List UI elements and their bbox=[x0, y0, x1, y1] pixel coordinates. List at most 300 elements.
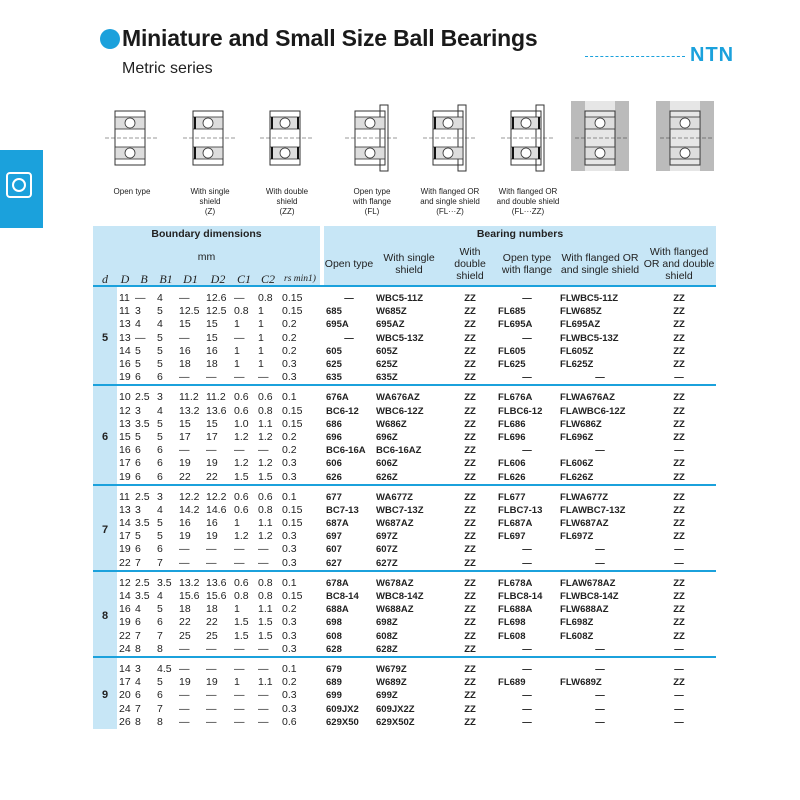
bearing-number-cell: FLWA676AZ bbox=[560, 392, 615, 404]
title-bullet-icon bbox=[100, 29, 120, 49]
bearing-number-cell: FL697 bbox=[498, 531, 526, 543]
bearing-number-cell: ZZ bbox=[464, 663, 476, 675]
dimension-cell: 22 bbox=[119, 629, 131, 642]
bearing-number-cell: 606Z bbox=[376, 458, 398, 470]
bearing-number-cell: — bbox=[595, 703, 605, 715]
dimension-cell: 1 bbox=[258, 358, 264, 371]
bearing-number-cell: ZZ bbox=[673, 405, 685, 417]
dimension-cell: 15.6 bbox=[206, 590, 227, 603]
bearing-number-cell: ZZ bbox=[464, 445, 476, 457]
bearing-number-cell: FL695A bbox=[498, 319, 533, 331]
bearing-number-cell: ZZ bbox=[464, 716, 476, 728]
dimension-cell: 2.5 bbox=[135, 576, 150, 589]
bearing-number-cell: 689 bbox=[326, 677, 342, 689]
dimension-cell: 1.2 bbox=[258, 430, 273, 443]
bearing-number-cell: FLW685Z bbox=[560, 306, 602, 318]
dimension-cell: — bbox=[206, 642, 217, 655]
bearing-number-cell: FL606 bbox=[498, 458, 526, 470]
dimension-cell: 0.8 bbox=[234, 590, 249, 603]
bearing-number-cell: FL625 bbox=[498, 359, 526, 371]
table-row bbox=[93, 517, 716, 530]
bearing-number-cell: FL697Z bbox=[560, 531, 594, 543]
dimension-cell: 0.6 bbox=[258, 391, 273, 404]
bearing-number-cell: ZZ bbox=[464, 392, 476, 404]
dimension-cell: — bbox=[179, 689, 190, 702]
bearing-number-cell: 625 bbox=[326, 359, 342, 371]
bearing-number-cell: 608 bbox=[326, 630, 342, 642]
dimension-cell: 14 bbox=[119, 590, 131, 603]
dimension-cell: 13 bbox=[119, 417, 131, 430]
bearing-number-cell: 685 bbox=[326, 306, 342, 318]
bearing-number-cell: 698 bbox=[326, 617, 342, 629]
bearing-number-cell: 625Z bbox=[376, 359, 398, 371]
dimension-cell: 5 bbox=[157, 344, 163, 357]
dimension-cell: 1 bbox=[234, 603, 240, 616]
table-row bbox=[93, 470, 716, 484]
dimension-cell: — bbox=[206, 556, 217, 569]
dimension-cell: 4 bbox=[157, 404, 163, 417]
bearing-number-cell: ZZ bbox=[464, 703, 476, 715]
bearing-number-cell: FL608Z bbox=[560, 630, 594, 642]
dimension-cell: 13.6 bbox=[206, 404, 227, 417]
dimension-cell: 0.3 bbox=[282, 470, 297, 483]
dimension-cell: 6 bbox=[157, 470, 163, 483]
page-header bbox=[0, 0, 800, 90]
bearing-number-cell: — bbox=[522, 544, 532, 556]
table-row bbox=[93, 630, 716, 643]
dimension-cell: — bbox=[179, 444, 190, 457]
bearing-number-cell: — bbox=[595, 690, 605, 702]
dimension-cell: 17 bbox=[119, 676, 131, 689]
table-row bbox=[93, 716, 716, 729]
dimension-cell: 7 bbox=[157, 556, 163, 569]
bearing-number-cell: WBC5-11Z bbox=[376, 293, 423, 305]
dimension-cell: 3.5 bbox=[135, 590, 150, 603]
bearing-number-cell: ZZ bbox=[464, 319, 476, 331]
dimension-cell: 13.6 bbox=[206, 576, 227, 589]
table-row bbox=[93, 318, 716, 331]
bearing-number-cell: FLW689Z bbox=[560, 677, 602, 689]
bearing-number-cell: 695AZ bbox=[376, 319, 405, 331]
dimension-cell: 3 bbox=[157, 391, 163, 404]
bearing-number-cell: FLBC6-12 bbox=[498, 405, 543, 417]
bearing-number-cell: WA676AZ bbox=[376, 392, 420, 404]
dimension-cell: 0.2 bbox=[282, 603, 297, 616]
dimension-cell: 15 bbox=[206, 331, 218, 344]
dimension-cell: 17 bbox=[119, 530, 131, 543]
dimension-cell: 6 bbox=[135, 444, 141, 457]
dimension-cell: — bbox=[234, 662, 245, 675]
diagram-caption: With flanged OR and double shield (FL···ZZ) bbox=[496, 187, 560, 216]
dimension-cell: — bbox=[258, 642, 269, 655]
dimension-cell: 3.5 bbox=[135, 417, 150, 430]
dimension-cell: 1.5 bbox=[234, 629, 249, 642]
dimension-cell: 18 bbox=[179, 358, 191, 371]
bearing-number-cell: ZZ bbox=[673, 458, 685, 470]
bearing-number-cell: ZZ bbox=[673, 630, 685, 642]
bearing-number-cell: ZZ bbox=[464, 557, 476, 569]
table-row bbox=[93, 371, 716, 385]
bearing-number-cell: 696 bbox=[326, 431, 342, 443]
bearing-number-cell: ZZ bbox=[673, 617, 685, 629]
dimension-cell: 4 bbox=[157, 318, 163, 331]
table-row bbox=[93, 491, 716, 504]
dimension-cell: 1 bbox=[258, 318, 264, 331]
dimension-cell: — bbox=[179, 662, 190, 675]
dimension-cell: — bbox=[179, 331, 190, 344]
table-row bbox=[93, 616, 716, 629]
bearing-number-cell: FL687A bbox=[498, 518, 533, 530]
dimension-cell: 4 bbox=[157, 292, 163, 305]
dimension-cell: 8 bbox=[135, 715, 141, 728]
bearing-number-cell: 605 bbox=[326, 345, 342, 357]
col-B: B bbox=[133, 272, 155, 286]
bearing-number-cell: 629X50Z bbox=[376, 716, 415, 728]
dimension-cell: 1 bbox=[234, 358, 240, 371]
dimension-cell: 5 bbox=[157, 603, 163, 616]
bearing-number-cell: ZZ bbox=[673, 332, 685, 344]
dimension-cell: — bbox=[234, 331, 245, 344]
dimension-cell: 12 bbox=[119, 576, 131, 589]
dimension-cell: 0.3 bbox=[282, 457, 297, 470]
bearing-diagram bbox=[250, 95, 324, 215]
dimension-cell: 16 bbox=[119, 603, 131, 616]
dimension-cell: — bbox=[258, 543, 269, 556]
dimension-cell: 0.8 bbox=[258, 292, 273, 305]
bearing-number-cell: ZZ bbox=[673, 504, 685, 516]
bearing-number-cell: ZZ bbox=[464, 531, 476, 543]
dimension-cell: 11 bbox=[119, 292, 130, 305]
dimension-cell: — bbox=[258, 689, 269, 702]
table-row bbox=[93, 358, 716, 371]
bearing-number-cell: — bbox=[522, 703, 532, 715]
dimension-cell: 25 bbox=[179, 629, 191, 642]
table-row bbox=[93, 676, 716, 689]
bearing-diagram bbox=[335, 95, 409, 215]
dimension-cell: 1.5 bbox=[258, 629, 273, 642]
bearing-number-cell: ZZ bbox=[673, 319, 685, 331]
dimension-cell: 0.8 bbox=[258, 576, 273, 589]
bearing-number-cell: 635Z bbox=[376, 372, 398, 384]
dimension-cell: — bbox=[258, 662, 269, 675]
bearing-number-cell: ZZ bbox=[464, 405, 476, 417]
table-row bbox=[93, 603, 716, 616]
dimension-cell: 0.6 bbox=[282, 715, 297, 728]
dimension-cell: 6 bbox=[157, 457, 163, 470]
bearing-number-cell: 698Z bbox=[376, 617, 398, 629]
dimension-cell: 1 bbox=[234, 344, 240, 357]
table-row bbox=[93, 332, 716, 345]
dimension-cell: 7 bbox=[157, 702, 163, 715]
bearing-diagram bbox=[95, 95, 169, 215]
diagram-caption: Open type with flange (FL) bbox=[352, 187, 392, 216]
dimension-cell: 0.3 bbox=[282, 629, 297, 642]
dimension-cell: 5 bbox=[135, 530, 141, 543]
dimension-cell: — bbox=[206, 371, 217, 384]
dimension-cell: 1.5 bbox=[258, 470, 273, 483]
bearing-number-cell: 686 bbox=[326, 418, 342, 430]
dimension-cell: 16 bbox=[119, 444, 131, 457]
bearing-number-cell: ZZ bbox=[464, 690, 476, 702]
dimension-cell: 24 bbox=[119, 642, 131, 655]
dimension-cell: 11.2 bbox=[206, 391, 226, 404]
bearing-number-cell: 628Z bbox=[376, 643, 398, 655]
dimension-cell: 0.3 bbox=[282, 358, 297, 371]
bearing-number-cell: 635 bbox=[326, 372, 342, 384]
dimension-cell: 18 bbox=[206, 358, 218, 371]
bearing-number-cell: FLWA677Z bbox=[560, 491, 609, 503]
dimension-cell: — bbox=[206, 444, 217, 457]
bearing-number-cell: ZZ bbox=[673, 677, 685, 689]
dimension-cell: — bbox=[179, 702, 190, 715]
dimension-cell: 2.5 bbox=[135, 391, 150, 404]
dimension-cell: 13 bbox=[119, 318, 131, 331]
bearing-number-cell: FL696Z bbox=[560, 431, 594, 443]
header-rule bbox=[585, 56, 685, 57]
dimension-cell: 25 bbox=[206, 629, 218, 642]
dimension-cell: — bbox=[179, 715, 190, 728]
dimension-cell: 12.5 bbox=[179, 305, 200, 318]
bearing-number-cell: WBC6-12Z bbox=[376, 405, 424, 417]
dimension-cell: 6 bbox=[135, 616, 141, 629]
dimension-cell: 24 bbox=[119, 702, 131, 715]
dimension-cell: 15 bbox=[206, 318, 218, 331]
bearing-number-cell: 696Z bbox=[376, 431, 398, 443]
dimension-cell: 12.6 bbox=[206, 292, 227, 305]
bearing-number-cell: — bbox=[522, 663, 532, 675]
dimension-cell: 5 bbox=[157, 430, 163, 443]
table-row bbox=[93, 663, 716, 676]
bearing-number-cell: 687A bbox=[326, 518, 349, 530]
dimension-cell: 6 bbox=[135, 457, 141, 470]
dimension-cell: — bbox=[179, 543, 190, 556]
dimension-cell: 0.8 bbox=[234, 305, 249, 318]
dimension-cell: 15 bbox=[119, 430, 131, 443]
dimension-cell: 0.2 bbox=[282, 430, 297, 443]
dimension-cell: 17 bbox=[119, 457, 131, 470]
dimension-cell: 1.5 bbox=[234, 470, 249, 483]
bearing-number-cell: 626Z bbox=[376, 471, 398, 483]
dimension-cell: — bbox=[258, 702, 269, 715]
dimension-cell: 22 bbox=[179, 616, 191, 629]
dimension-cell: 0.8 bbox=[258, 503, 273, 516]
dimension-cell: 5 bbox=[135, 358, 141, 371]
bearing-number-cell: FLW686Z bbox=[560, 418, 602, 430]
bearing-number-cell: ZZ bbox=[673, 577, 685, 589]
bearing-number-cell: FL688A bbox=[498, 604, 533, 616]
dimension-cell: 0.2 bbox=[282, 444, 297, 457]
dimension-cell: 6 bbox=[157, 444, 163, 457]
bearing-number-cell: 606 bbox=[326, 458, 342, 470]
dimension-cell: — bbox=[234, 444, 245, 457]
table-row bbox=[93, 530, 716, 543]
dimension-cell: 16 bbox=[179, 344, 191, 357]
dimension-cell: 0.2 bbox=[282, 676, 297, 689]
dimension-cell: 0.15 bbox=[282, 404, 303, 417]
dimension-cell: 0.6 bbox=[234, 576, 249, 589]
bearing-number-cell: FLWBC5-13Z bbox=[560, 332, 619, 344]
dimension-cell: 6 bbox=[157, 689, 163, 702]
bearing-number-cell: FL696 bbox=[498, 431, 526, 443]
bearing-number-cell: BC8-14 bbox=[326, 591, 359, 603]
dimension-cell: 0.8 bbox=[258, 590, 273, 603]
dimension-cell: 22 bbox=[179, 470, 191, 483]
bearing-number-cell: 609JX2 bbox=[326, 703, 359, 715]
dimension-cell: — bbox=[179, 642, 190, 655]
bearing-number-cell: ZZ bbox=[464, 345, 476, 357]
bearing-number-cell: ZZ bbox=[464, 359, 476, 371]
dimension-cell: 0.8 bbox=[258, 404, 273, 417]
dimension-cell: 0.6 bbox=[234, 404, 249, 417]
bearing-number-cell: ZZ bbox=[673, 306, 685, 318]
dimension-cell: 0.6 bbox=[258, 490, 273, 503]
dimension-cell: — bbox=[234, 556, 245, 569]
diagram-caption: With double shield (ZZ) bbox=[265, 187, 309, 216]
bearing-number-cell: FL698 bbox=[498, 617, 526, 629]
dimension-cell: 0.3 bbox=[282, 702, 297, 715]
dimension-cell: 13.2 bbox=[179, 576, 200, 589]
bearing-number-cell: 628 bbox=[326, 643, 342, 655]
dimension-cell: — bbox=[135, 292, 146, 305]
bearing-number-cell: — bbox=[595, 716, 605, 728]
bearing-number-cell: — bbox=[674, 716, 684, 728]
col-D2: D2 bbox=[204, 272, 232, 286]
bearing-diagram bbox=[565, 95, 639, 215]
dimension-cell: 3.5 bbox=[135, 517, 150, 530]
dimension-cell: 7 bbox=[135, 702, 141, 715]
table-row bbox=[93, 504, 716, 517]
bearing-table bbox=[93, 226, 716, 729]
dimension-cell: 4 bbox=[135, 603, 141, 616]
dimension-cell: — bbox=[179, 371, 190, 384]
bearing-number-cell: ZZ bbox=[673, 531, 685, 543]
bearing-number-cell: BC6-16AZ bbox=[376, 445, 422, 457]
dimension-cell: 17 bbox=[206, 430, 218, 443]
bearing-number-cell: 627 bbox=[326, 557, 342, 569]
bearing-number-cell: — bbox=[344, 293, 354, 305]
dimension-cell: 0.3 bbox=[282, 616, 297, 629]
dimension-cell: — bbox=[206, 702, 217, 715]
col-open-type: Open type bbox=[324, 242, 374, 286]
dimension-cell: 13.2 bbox=[179, 404, 200, 417]
bore-diameter-cell: 8 bbox=[93, 577, 117, 657]
dimension-cell: — bbox=[234, 292, 245, 305]
dimension-cell: 19 bbox=[206, 530, 218, 543]
bearing-diagram bbox=[413, 95, 487, 215]
dimension-cell: 6 bbox=[135, 543, 141, 556]
dimension-cell: 0.15 bbox=[282, 517, 303, 530]
bearing-number-cell: W679Z bbox=[376, 663, 407, 675]
table-row bbox=[93, 577, 716, 590]
dimension-cell: 19 bbox=[206, 457, 218, 470]
dimension-cell: 6 bbox=[135, 371, 141, 384]
dimension-cell: — bbox=[206, 689, 217, 702]
dimension-cell: 3 bbox=[135, 503, 141, 516]
dimension-cell: 1.1 bbox=[258, 417, 273, 430]
bearing-number-cell: FL686 bbox=[498, 418, 526, 430]
bearing-diagram bbox=[650, 95, 724, 215]
dimension-cell: — bbox=[234, 371, 245, 384]
bearing-number-cell: BC6-12 bbox=[326, 405, 359, 417]
table-row bbox=[93, 457, 716, 470]
diagram-caption: Open type bbox=[113, 187, 151, 196]
bearing-number-cell: ZZ bbox=[464, 518, 476, 530]
bore-diameter-cell: 9 bbox=[93, 663, 117, 729]
bore-diameter-cell: 5 bbox=[93, 292, 117, 385]
dimension-cell: 5 bbox=[135, 430, 141, 443]
bearing-diagram bbox=[491, 95, 565, 215]
table-row bbox=[93, 689, 716, 702]
bearing-number-cell: — bbox=[595, 663, 605, 675]
bearing-number-cell: 626 bbox=[326, 471, 342, 483]
dimension-cell: 1 bbox=[258, 331, 264, 344]
dimension-cell: 19 bbox=[206, 676, 218, 689]
dimension-cell: 6 bbox=[157, 543, 163, 556]
bearing-number-cell: ZZ bbox=[464, 471, 476, 483]
col-open-flange: Open type with flange bbox=[496, 242, 558, 286]
dimension-cell: 1 bbox=[258, 305, 264, 318]
dimension-cell: 13 bbox=[119, 503, 131, 516]
dimension-cell: 19 bbox=[179, 457, 191, 470]
dimension-cell: 15.6 bbox=[179, 590, 200, 603]
dimension-cell: 4 bbox=[135, 318, 141, 331]
bearing-number-cell: 678A bbox=[326, 577, 349, 589]
table-row bbox=[93, 418, 716, 431]
bearing-number-cell: — bbox=[674, 372, 684, 384]
bearing-number-cell: FLAW678AZ bbox=[560, 577, 616, 589]
bearing-number-cell: 677 bbox=[326, 491, 342, 503]
bearing-number-cell: — bbox=[522, 445, 532, 457]
dimension-cell: — bbox=[234, 642, 245, 655]
dimension-cell: 1.2 bbox=[234, 530, 249, 543]
diagram-caption: With single shield (Z) bbox=[190, 187, 230, 216]
bearing-number-cell: 607 bbox=[326, 544, 342, 556]
bearing-number-cell: — bbox=[522, 372, 532, 384]
dimension-cell: 3 bbox=[135, 662, 141, 675]
dimension-cell: 14 bbox=[119, 517, 131, 530]
dimension-cell: 6 bbox=[135, 470, 141, 483]
bearing-number-cell: FL626Z bbox=[560, 471, 594, 483]
bearing-number-cell: BC6-16A bbox=[326, 445, 366, 457]
bearing-number-cell: ZZ bbox=[464, 431, 476, 443]
dimension-cell: 0.1 bbox=[282, 576, 297, 589]
bearing-number-cell: WBC5-13Z bbox=[376, 332, 424, 344]
dimension-cell: 0.6 bbox=[234, 503, 249, 516]
col-B1: B1 bbox=[155, 272, 177, 286]
dimension-cell: 1.2 bbox=[258, 530, 273, 543]
bearing-number-cell: FL685 bbox=[498, 306, 526, 318]
dimension-cell: 1 bbox=[234, 676, 240, 689]
bearing-number-cell: FL606Z bbox=[560, 458, 594, 470]
dimension-cell: 5 bbox=[157, 530, 163, 543]
bearing-number-cell: FL678A bbox=[498, 577, 533, 589]
section-tab bbox=[0, 150, 43, 228]
dimension-cell: 19 bbox=[179, 530, 191, 543]
bearing-number-cell: 679 bbox=[326, 663, 342, 675]
dimension-cell: 0.15 bbox=[282, 590, 303, 603]
bearing-numbers-header: Bearing numbers bbox=[324, 226, 716, 242]
bearing-number-cell: ZZ bbox=[673, 518, 685, 530]
bearing-number-cell: W687AZ bbox=[376, 518, 414, 530]
bearing-number-cell: ZZ bbox=[673, 293, 685, 305]
dimension-cell: 7 bbox=[157, 629, 163, 642]
bearing-number-cell: WBC8-14Z bbox=[376, 591, 424, 603]
dimension-cell: 12.2 bbox=[179, 490, 200, 503]
bearing-number-cell: FLBC7-13 bbox=[498, 504, 543, 516]
table-row bbox=[93, 345, 716, 358]
bearing-number-cell: 695A bbox=[326, 319, 349, 331]
dimension-cell: 11 bbox=[119, 305, 130, 318]
